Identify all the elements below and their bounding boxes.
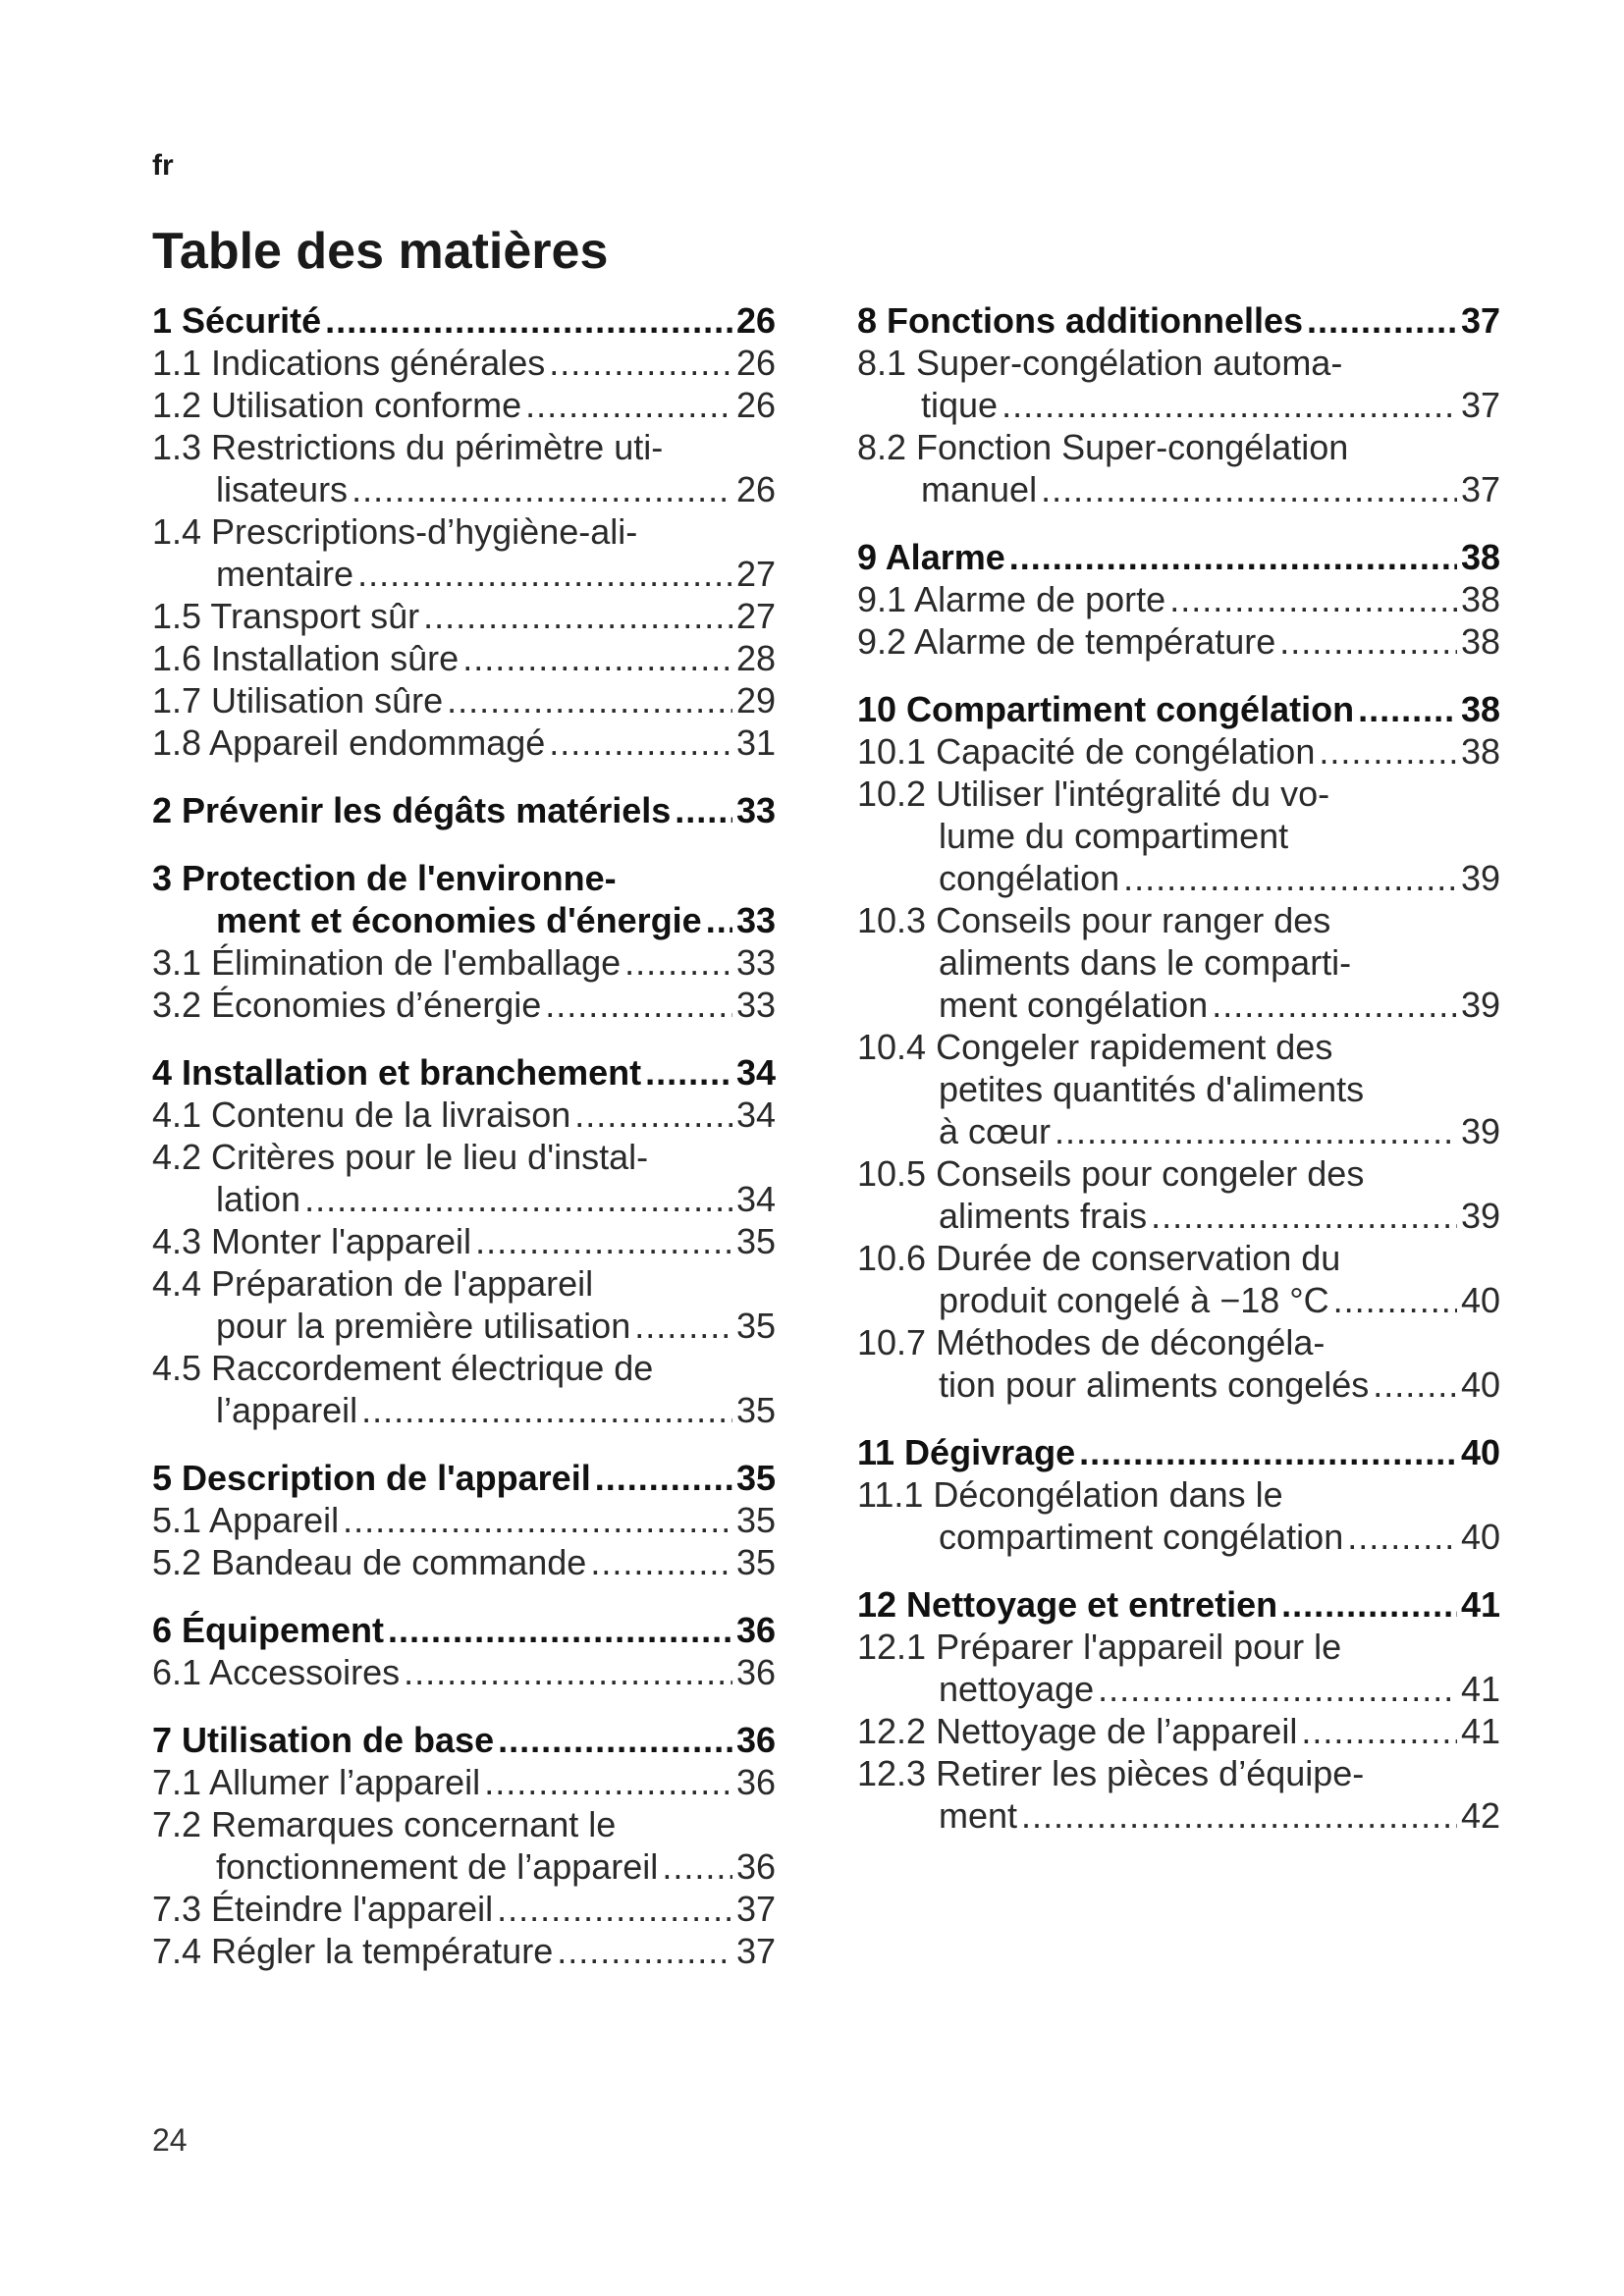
toc-entry-text: 3.1 Élimination de l'emballage xyxy=(152,942,622,983)
toc-subentry xyxy=(152,1389,776,1431)
toc-subentry xyxy=(857,1321,1500,1363)
toc-subentry xyxy=(152,1347,776,1389)
toc-subentry xyxy=(152,679,776,721)
toc-subentry xyxy=(152,1262,776,1305)
toc-subentry xyxy=(152,595,776,637)
toc-subentry xyxy=(152,1651,776,1693)
toc-page-ref: 38 xyxy=(1460,689,1500,729)
toc-entry-text: 6.1 Accessoires xyxy=(152,1652,401,1692)
toc-chapter-entry xyxy=(857,1583,1500,1626)
toc-subentry xyxy=(857,620,1500,663)
toc-entry-text: aliments frais xyxy=(939,1196,1148,1236)
dot-leader xyxy=(388,1609,732,1651)
toc-section xyxy=(857,1431,1500,1558)
toc-entry-text: lation xyxy=(216,1179,301,1219)
toc-entry-text: 10.2 Utiliser l'intégralité du vo- xyxy=(857,774,1330,814)
toc-page-ref: 41 xyxy=(1460,1584,1500,1625)
dot-leader xyxy=(404,1651,732,1693)
toc-subentry xyxy=(857,1363,1500,1406)
toc-section xyxy=(152,789,776,831)
dot-leader xyxy=(549,721,732,764)
dot-leader xyxy=(304,1178,732,1220)
toc-subentry xyxy=(857,1710,1500,1752)
toc-subentry xyxy=(857,578,1500,620)
dot-leader xyxy=(545,984,732,1026)
toc-subentry xyxy=(152,510,776,553)
toc-subentry xyxy=(857,1626,1500,1668)
toc-entry-text: 10.5 Conseils pour congeler des xyxy=(857,1153,1365,1194)
toc-subentry xyxy=(152,1888,776,1930)
toc-chapter-entry xyxy=(152,1719,776,1761)
toc-subentry xyxy=(857,468,1500,510)
toc-entry-text: 3.2 Économies d’énergie xyxy=(152,985,542,1025)
toc-section xyxy=(857,299,1500,510)
toc-subentry xyxy=(152,1220,776,1262)
toc-entry-text: 12.3 Retirer les pièces d’équipe- xyxy=(857,1753,1365,1793)
toc-entry-text: ment et économies d'énergie xyxy=(216,900,702,940)
toc-entry-text: 8.1 Super-congélation automa- xyxy=(857,343,1343,383)
toc-subentry xyxy=(152,384,776,426)
toc-entry-text: 1.7 Utilisation sûre xyxy=(152,680,444,721)
toc-entry-text: 7.3 Éteindre l'appareil xyxy=(152,1889,494,1929)
toc-chapter-entry xyxy=(857,299,1500,342)
toc-page-ref: 41 xyxy=(1460,1711,1500,1751)
toc-page-ref: 41 xyxy=(1460,1669,1500,1709)
toc-section xyxy=(152,1719,776,1972)
dot-leader xyxy=(590,1541,732,1583)
dot-leader xyxy=(1123,857,1457,899)
toc-subentry xyxy=(857,1794,1500,1837)
toc-subentry xyxy=(857,1195,1500,1237)
toc-page-ref: 26 xyxy=(735,385,776,425)
dot-leader xyxy=(624,941,732,984)
toc-entry-text: 6 Équipement xyxy=(152,1610,385,1650)
toc-subentry xyxy=(152,1541,776,1583)
dot-leader xyxy=(361,1389,732,1431)
toc-page-ref: 31 xyxy=(735,722,776,763)
toc-subentry xyxy=(857,984,1500,1026)
toc-entry-text: 10.6 Durée de conservation du xyxy=(857,1238,1341,1278)
toc-page-ref: 38 xyxy=(1460,579,1500,619)
toc-subentry xyxy=(152,1136,776,1178)
toc-entry-text: ment xyxy=(939,1795,1018,1836)
toc-subentry xyxy=(857,1068,1500,1110)
toc-page-ref: 26 xyxy=(735,343,776,383)
toc-entry-text: 5 Description de l'appareil xyxy=(152,1458,591,1498)
toc-entry-text: 10 Compartiment congélation xyxy=(857,689,1355,729)
dot-leader xyxy=(475,1220,732,1262)
toc-subentry xyxy=(152,1094,776,1136)
toc-page-ref: 39 xyxy=(1460,1111,1500,1151)
toc-entry-text: 4.2 Critères pour le lieu d'instal- xyxy=(152,1137,649,1177)
toc-section xyxy=(857,688,1500,1406)
dot-leader xyxy=(462,637,732,679)
toc-chapter-entry xyxy=(152,899,776,941)
dot-leader xyxy=(557,1930,732,1972)
toc-entry-text: 1.1 Indications générales xyxy=(152,343,546,383)
toc-entry-text: 5.1 Appareil xyxy=(152,1500,340,1540)
toc-entry-text: aliments dans le comparti- xyxy=(939,942,1352,983)
toc-subentry xyxy=(857,773,1500,815)
toc-entry-text: 4.5 Raccordement électrique de xyxy=(152,1348,654,1388)
dot-leader xyxy=(574,1094,732,1136)
toc-entry-text: 10.7 Méthodes de décongéla- xyxy=(857,1322,1326,1362)
toc-page-ref: 34 xyxy=(735,1095,776,1135)
dot-leader xyxy=(706,899,732,941)
toc-entry-text: 12 Nettoyage et entretien xyxy=(857,1584,1278,1625)
toc-entry-text: petites quantités d'aliments xyxy=(939,1069,1365,1109)
dot-leader xyxy=(634,1305,732,1347)
toc-chapter-entry xyxy=(152,299,776,342)
toc-entry-text: 9 Alarme xyxy=(857,537,1005,577)
toc-page-ref: 35 xyxy=(735,1306,776,1346)
dot-leader xyxy=(1151,1195,1457,1237)
toc-subentry xyxy=(152,426,776,468)
toc-subentry xyxy=(857,1110,1500,1152)
dot-leader xyxy=(1212,984,1457,1026)
toc-subentry xyxy=(857,1152,1500,1195)
dot-leader xyxy=(1001,384,1457,426)
dot-leader xyxy=(1041,468,1457,510)
toc-entry-text: lume du compartiment xyxy=(939,816,1289,856)
toc-page-ref: 38 xyxy=(1460,537,1500,577)
toc-page-ref: 26 xyxy=(735,300,776,341)
toc-page-ref: 39 xyxy=(1460,985,1500,1025)
toc-page-ref: 36 xyxy=(735,1610,776,1650)
toc-page-ref: 39 xyxy=(1460,858,1500,898)
toc-page-ref: 42 xyxy=(1460,1795,1500,1836)
dot-leader xyxy=(1307,299,1457,342)
toc-page-ref: 33 xyxy=(735,790,776,830)
dot-leader xyxy=(1347,1516,1457,1558)
toc-subentry xyxy=(152,468,776,510)
toc-entry-text: 4 Installation et branchement xyxy=(152,1052,642,1093)
toc-entry-text: fonctionnement de l’appareil xyxy=(216,1846,659,1887)
toc-chapter-entry xyxy=(152,1609,776,1651)
toc-chapter-entry xyxy=(152,789,776,831)
toc-page-ref: 34 xyxy=(735,1179,776,1219)
dot-leader xyxy=(1358,688,1457,730)
toc-subentry xyxy=(857,1668,1500,1710)
toc-subentry xyxy=(152,1845,776,1888)
toc-chapter-entry xyxy=(857,536,1500,578)
toc-subentry xyxy=(857,1279,1500,1321)
toc-page-ref: 39 xyxy=(1460,1196,1500,1236)
toc-entry-text: mentaire xyxy=(216,554,354,594)
toc-subentry xyxy=(152,553,776,595)
toc-entry-text: lisateurs xyxy=(216,469,349,509)
toc-entry-text: 9.2 Alarme de température xyxy=(857,621,1276,662)
toc-page-ref: 38 xyxy=(1460,621,1500,662)
dot-leader xyxy=(1055,1110,1457,1152)
toc-entry-text: 7.2 Remarques concernant le xyxy=(152,1804,617,1844)
toc-subentry xyxy=(152,1761,776,1803)
toc-page-ref: 35 xyxy=(735,1221,776,1261)
toc-page-ref: 36 xyxy=(735,1652,776,1692)
toc-page-ref: 38 xyxy=(1460,731,1500,772)
toc-subentry xyxy=(152,1305,776,1347)
toc-page-ref: 37 xyxy=(1460,300,1500,341)
toc-page-ref: 40 xyxy=(1460,1517,1500,1557)
toc-entry-text: 1.4 Prescriptions-d’hygiène-ali- xyxy=(152,511,638,552)
toc-section xyxy=(152,1051,776,1431)
toc-subentry xyxy=(857,426,1500,468)
toc-subentry xyxy=(152,1930,776,1972)
dot-leader xyxy=(357,553,732,595)
toc-subentry xyxy=(857,857,1500,899)
toc-subentry xyxy=(152,941,776,984)
toc-entry-text: 10.3 Conseils pour ranger des xyxy=(857,900,1331,940)
toc-entry-text: pour la première utilisation xyxy=(216,1306,631,1346)
dot-leader xyxy=(343,1499,732,1541)
dot-leader xyxy=(525,384,732,426)
dot-leader xyxy=(549,342,732,384)
toc-chapter-entry xyxy=(152,1051,776,1094)
toc-subentry xyxy=(857,1752,1500,1794)
toc-subentry xyxy=(857,730,1500,773)
toc-subentry xyxy=(152,1178,776,1220)
toc-page-ref: 35 xyxy=(735,1390,776,1430)
toc-chapter-entry xyxy=(857,688,1500,730)
toc-entry-text: 1.6 Installation sûre xyxy=(152,638,460,678)
language-code: fr xyxy=(152,149,174,182)
toc-section xyxy=(152,1609,776,1693)
toc-entry-text: 12.1 Préparer l'appareil pour le xyxy=(857,1627,1342,1667)
dot-leader xyxy=(1319,730,1457,773)
toc-column-left xyxy=(152,299,776,1998)
toc-entry-text: 12.2 Nettoyage de l’appareil xyxy=(857,1711,1298,1751)
toc-subentry xyxy=(857,1473,1500,1516)
toc-subentry xyxy=(857,941,1500,984)
toc-chapter-entry xyxy=(152,857,776,899)
dot-leader xyxy=(1279,620,1457,663)
toc-page-ref: 28 xyxy=(735,638,776,678)
toc-chapter-entry xyxy=(152,1457,776,1499)
toc-entry-text: à cœur xyxy=(939,1111,1052,1151)
toc-page-ref: 35 xyxy=(735,1542,776,1582)
toc-entry-text: 1.8 Appareil endommagé xyxy=(152,722,546,763)
toc-entry-text: 2 Prévenir les dégâts matériels xyxy=(152,790,672,830)
toc-page-ref: 36 xyxy=(735,1762,776,1802)
toc-entry-text: l’appareil xyxy=(216,1390,358,1430)
toc-page-ref: 33 xyxy=(735,942,776,983)
toc-entry-text: 4.3 Monter l'appareil xyxy=(152,1221,472,1261)
toc-entry-text: 7.1 Allumer l’appareil xyxy=(152,1762,481,1802)
toc-page-ref: 40 xyxy=(1460,1364,1500,1405)
toc-page-ref: 35 xyxy=(735,1500,776,1540)
toc-page-ref: 26 xyxy=(735,469,776,509)
dot-leader xyxy=(1301,1710,1457,1752)
dot-leader xyxy=(352,468,732,510)
dot-leader xyxy=(497,1888,732,1930)
toc-page-ref: 36 xyxy=(735,1720,776,1760)
toc-entry-text: 10.1 Capacité de congélation xyxy=(857,731,1316,772)
dot-leader xyxy=(595,1457,732,1499)
toc-page-ref: 37 xyxy=(735,1889,776,1929)
page-number: 24 xyxy=(152,2122,188,2158)
toc-entry-text: 1 Sécurité xyxy=(152,300,322,341)
dot-leader xyxy=(447,679,732,721)
toc-page-ref: 40 xyxy=(1460,1432,1500,1472)
toc-subentry xyxy=(857,1026,1500,1068)
toc-page-ref: 35 xyxy=(735,1458,776,1498)
dot-leader xyxy=(1333,1279,1457,1321)
toc-subentry xyxy=(152,1499,776,1541)
toc-page-ref: 37 xyxy=(735,1931,776,1971)
toc-section xyxy=(152,299,776,764)
toc-entry-text: 10.4 Congeler rapidement des xyxy=(857,1027,1333,1067)
toc-section xyxy=(857,536,1500,663)
toc-entry-text: manuel xyxy=(921,469,1038,509)
toc-subentry xyxy=(857,384,1500,426)
toc-entry-text: 8 Fonctions additionnelles xyxy=(857,300,1304,341)
toc-entry-text: ment congélation xyxy=(939,985,1209,1025)
toc-entry-text: 4.4 Préparation de l'appareil xyxy=(152,1263,594,1304)
toc-page-ref: 27 xyxy=(735,554,776,594)
dot-leader xyxy=(1021,1794,1457,1837)
toc-subentry xyxy=(857,815,1500,857)
toc-entry-text: 8.2 Fonction Super-congélation xyxy=(857,427,1349,467)
toc-page-ref: 37 xyxy=(1460,469,1500,509)
dot-leader xyxy=(675,789,732,831)
dot-leader xyxy=(484,1761,732,1803)
toc-subentry xyxy=(857,1516,1500,1558)
toc-page-ref: 33 xyxy=(735,985,776,1025)
toc-subentry xyxy=(152,342,776,384)
toc-entry-text: 1.3 Restrictions du périmètre uti- xyxy=(152,427,664,467)
toc-entry-text: 11.1 Décongélation dans le xyxy=(857,1474,1283,1515)
toc-page-ref: 27 xyxy=(735,596,776,636)
toc-entry-text: compartiment congélation xyxy=(939,1517,1344,1557)
dot-leader xyxy=(1079,1431,1457,1473)
toc-subentry xyxy=(857,342,1500,384)
toc-subentry xyxy=(152,637,776,679)
toc-entry-text: 4.1 Contenu de la livraison xyxy=(152,1095,571,1135)
toc-page-ref: 37 xyxy=(1460,385,1500,425)
toc-entry-text: congélation xyxy=(939,858,1120,898)
toc-entry-text: produit congelé à −18 °C xyxy=(939,1280,1329,1320)
toc-page-ref: 40 xyxy=(1460,1280,1500,1320)
dot-leader xyxy=(1373,1363,1457,1406)
toc-page-ref: 36 xyxy=(735,1846,776,1887)
toc-page-ref: 34 xyxy=(735,1052,776,1093)
dot-leader xyxy=(1009,536,1457,578)
toc-page-ref: 33 xyxy=(735,900,776,940)
toc-entry-text: tique xyxy=(921,385,999,425)
toc-page-ref: 29 xyxy=(735,680,776,721)
toc-section xyxy=(152,857,776,1026)
toc-entry-text: 3 Protection de l'environne- xyxy=(152,858,617,898)
toc-subentry xyxy=(152,1803,776,1845)
toc-entry-text: 7 Utilisation de base xyxy=(152,1720,495,1760)
toc-section xyxy=(857,1583,1500,1837)
toc-entry-text: 11 Dégivrage xyxy=(857,1432,1076,1472)
dot-leader xyxy=(1169,578,1457,620)
dot-leader xyxy=(645,1051,732,1094)
dot-leader xyxy=(325,299,732,342)
toc-entry-text: tion pour aliments congelés xyxy=(939,1364,1370,1405)
dot-leader xyxy=(662,1845,732,1888)
dot-leader xyxy=(423,595,732,637)
toc-entry-text: 1.2 Utilisation conforme xyxy=(152,385,522,425)
toc-column-right xyxy=(857,299,1500,1862)
toc-entry-text: nettoyage xyxy=(939,1669,1095,1709)
toc-section xyxy=(152,1457,776,1583)
page-title: Table des matières xyxy=(152,223,609,280)
toc-entry-text: 1.5 Transport sûr xyxy=(152,596,420,636)
dot-leader xyxy=(1098,1668,1457,1710)
dot-leader xyxy=(498,1719,732,1761)
toc-subentry xyxy=(857,1237,1500,1279)
toc-subentry xyxy=(857,899,1500,941)
dot-leader xyxy=(1281,1583,1457,1626)
toc-subentry xyxy=(152,721,776,764)
toc-entry-text: 9.1 Alarme de porte xyxy=(857,579,1166,619)
toc-subentry xyxy=(152,984,776,1026)
toc-chapter-entry xyxy=(857,1431,1500,1473)
toc-entry-text: 7.4 Régler la température xyxy=(152,1931,554,1971)
toc-entry-text: 5.2 Bandeau de commande xyxy=(152,1542,587,1582)
